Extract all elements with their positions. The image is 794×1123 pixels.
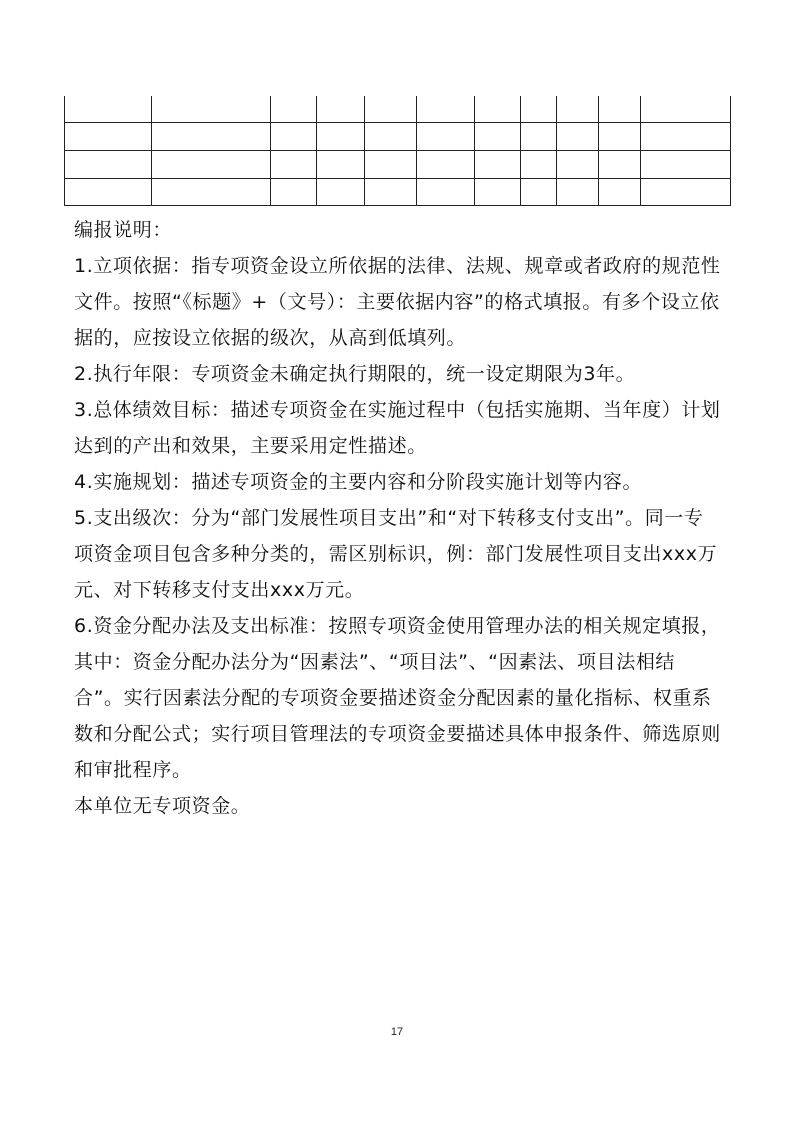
page-number: 17 — [390, 1026, 404, 1038]
table-row — [65, 96, 731, 123]
table-cell — [317, 123, 365, 151]
table-cell — [557, 96, 599, 123]
notes-conclusion: 本单位无专项资金。 — [74, 795, 251, 817]
table-cell — [475, 151, 521, 179]
table-cell — [599, 179, 641, 206]
table-cell — [521, 151, 557, 179]
table-cell — [152, 151, 271, 179]
table-row — [65, 179, 731, 206]
note-item-4: 4.实施规划：描述专项资金的主要内容和分阶段实施计划等内容。 — [74, 471, 643, 493]
note-item-2: 2.执行年限：专项资金未确定执行期限的，统一设定期限为3年。 — [74, 363, 636, 385]
table-cell — [365, 96, 417, 123]
table-cell — [641, 96, 731, 123]
table-cell — [65, 123, 152, 151]
note-item-5: 5.支出级次：分为“部门发展性项目支出”和“对下转移支付支出”。同一专项资金项目包含多种分类的，需区别标识，例：部门发展性项目支出xxx万元、对下转移支付支出xxx万元。 — [74, 507, 718, 601]
table-cell — [317, 179, 365, 206]
table-cell — [475, 179, 521, 206]
note-item-3: 3.总体绩效目标：描述专项资金在实施过程中（包括实施期、当年度）计划达到的产出和效果，主要采用定性描述。 — [74, 399, 721, 457]
table-cell — [417, 96, 475, 123]
table-cell — [417, 151, 475, 179]
table-cell — [65, 179, 152, 206]
table-cell — [599, 96, 641, 123]
note-item-1: 1.立项依据：指专项资金设立所依据的法律、法规、规章或者政府的规范性文件。按照“《标题》+（文号）：主要依据内容”的格式填报。有多个设立依据的，应按设立依据的级次，从高到低填列。 — [74, 255, 721, 349]
table-cell — [271, 123, 317, 151]
table-cell — [65, 151, 152, 179]
table-cell — [557, 151, 599, 179]
table-cell — [417, 123, 475, 151]
table-cell — [475, 123, 521, 151]
table-row — [65, 123, 731, 151]
table-cell — [599, 123, 641, 151]
fund-table — [64, 96, 730, 206]
table-cell — [599, 151, 641, 179]
table-cell — [271, 96, 317, 123]
table-cell — [152, 123, 271, 151]
table-cell — [521, 96, 557, 123]
table-cell — [365, 123, 417, 151]
note-item-6: 6.资金分配办法及支出标准：按照专项资金使用管理办法的相关规定填报，其中：资金分配办法分为“因素法”、“项目法”、“因素法、项目法相结合”。实行因素法分配的专项资金要描述资金分配因素的量化指标、权重系数和分配公式；实行项目管理法的专项资金要描述具体申报条件、筛选原则和审批程序。 — [74, 615, 721, 781]
table-cell — [65, 96, 152, 123]
table-cell — [641, 123, 731, 151]
table-cell — [365, 179, 417, 206]
table-cell — [365, 151, 417, 179]
table-cell — [557, 123, 599, 151]
table-cell — [271, 179, 317, 206]
table-cell — [641, 179, 731, 206]
table-row — [65, 151, 731, 179]
compilation-notes — [74, 212, 722, 824]
table-cell — [521, 123, 557, 151]
table-cell — [641, 151, 731, 179]
table-cell — [417, 179, 475, 206]
fund-table-grid — [64, 96, 731, 206]
table-cell — [152, 96, 271, 123]
table-cell — [475, 96, 521, 123]
table-cell — [317, 96, 365, 123]
table-cell — [271, 151, 317, 179]
table-cell — [521, 179, 557, 206]
table-cell — [152, 179, 271, 206]
notes-heading: 编报说明： — [74, 219, 173, 241]
table-cell — [557, 179, 599, 206]
table-cell — [317, 151, 365, 179]
